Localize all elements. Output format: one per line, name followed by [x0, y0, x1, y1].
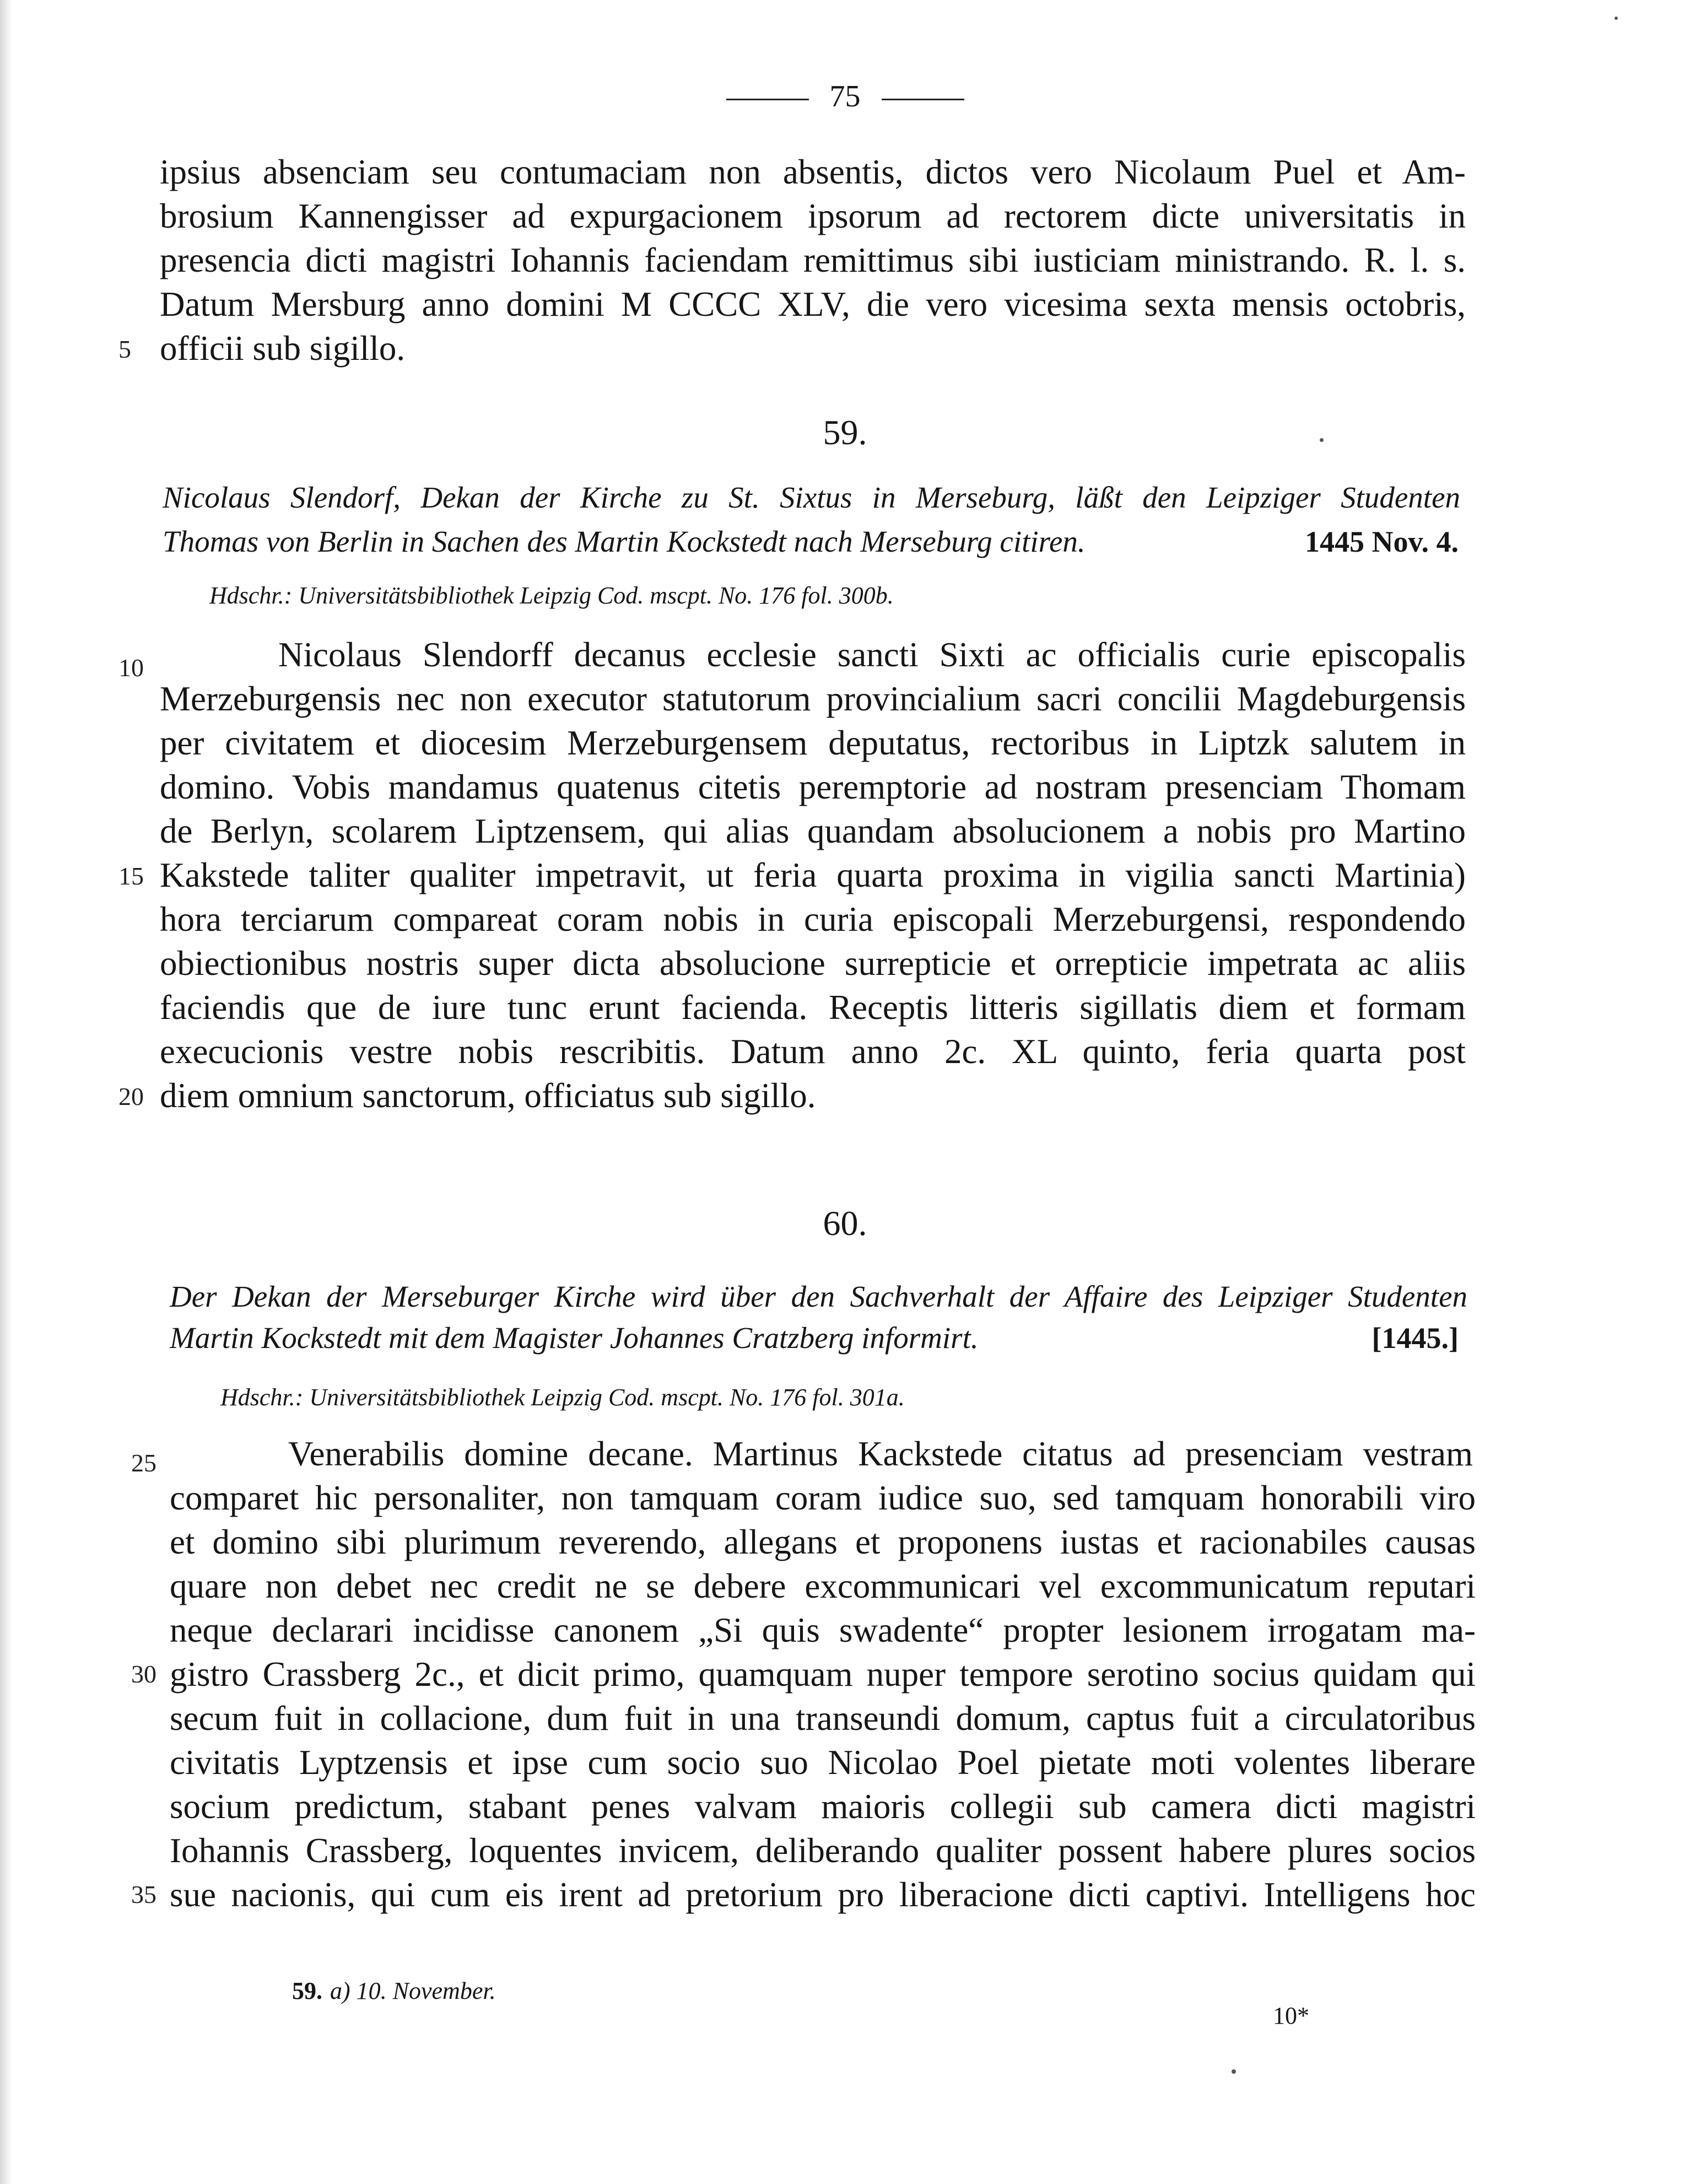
text-line: civitatis Lyptzensis et ipse cum socio suo Nicolao Poel pietate moti volentes liberare — [170, 1743, 1476, 1782]
manuscript-source: Hdschr.: Universitätsbibliothek Leipzig Cod. mscpt. No. 176 fol. 301a. — [220, 1384, 905, 1411]
text-line: Merzeburgensis nec non executor statutorum provincialium sacri concilii Magdeburgensis — [160, 680, 1466, 718]
text-line: Datum Mersburg anno domini M CCCC XLV, die vero vicesima sexta mensis octobris, — [160, 285, 1466, 323]
text-line: domino. Vobis mandamus quatenus citetis peremptorie ad nostram presenciam Thomam — [160, 768, 1466, 806]
document-date: [1445.] — [1372, 1322, 1459, 1355]
text-line: sue nacionis, qui cum eis irent ad pretorium pro liberacione dicti captivi. Intelligens hoc — [170, 1875, 1476, 1914]
header-rule-left — [726, 99, 809, 100]
text-line: secum fuit in collacione, dum fuit in una transeundi domum, captus fuit a circulatoribus — [170, 1699, 1476, 1738]
document-summary-line: Der Dekan der Merseburger Kirche wird über den Sachverhalt der Affaire des Leipziger Studenten — [170, 1280, 1467, 1313]
text-line: comparet hic personaliter, non tamquam coram iudice suo, sed tamquam honorabili viro — [170, 1479, 1476, 1517]
scan-edge-shadow — [0, 0, 12, 2184]
text-line: presencia dicti magistri Iohannis faciendam remittimus sibi iusticiam ministrando. R. l. s. — [160, 241, 1466, 279]
text-line: Iohannis Crassberg, loquentes invicem, deliberando qualiter possent habere plures socios — [170, 1831, 1476, 1870]
scan-speck — [1320, 438, 1324, 442]
text-line: gistro Crassberg 2c., et dicit primo, quamquam nuper tempore serotino socius quidam qui — [170, 1655, 1476, 1694]
scan-speck — [1232, 2069, 1236, 2074]
line-number: 10 — [118, 654, 144, 682]
footnote — [292, 1976, 496, 2007]
text-line: socium predictum, stabant penes valvam maioris collegii sub camera dicti magistri — [170, 1787, 1476, 1826]
scan-speck — [1615, 17, 1618, 20]
text-line: faciendis que de iure tunc erunt facienda. Receptis litteris sigillatis diem et formam — [160, 988, 1466, 1027]
text-line: ipsius absenciam seu contumaciam non absentis, dictos vero Nicolaum Puel et Am- — [160, 153, 1466, 191]
header-rule-right — [882, 99, 964, 100]
line-number: 30 — [131, 1660, 156, 1688]
document-number: 60. — [823, 1204, 867, 1243]
text-line: et domino sibi plurimum reverendo, allegans et proponens iustas et racionabiles causas — [170, 1523, 1476, 1561]
text-line: Kakstede taliter qualiter impetravit, ut feria quarta proxima in vigilia sancti Martinia) — [160, 856, 1466, 894]
text-line: neque declarari incidisse canonem „Si quis swadente“ propter lesionem irrogatam ma- — [170, 1611, 1476, 1649]
text-line: Nicolaus Slendorff decanus ecclesie sancti Sixti ac officialis curie episcopalis — [278, 635, 1466, 674]
document-summary-line: Martin Kockstedt mit dem Magister Johannes Cratzberg informirt. — [170, 1321, 979, 1355]
printer-signature: 10* — [1273, 2002, 1309, 2029]
text-line: execucionis vestre nobis rescribitis. Datum anno 2c. XL quinto, feria quarta post — [160, 1032, 1466, 1071]
text-line: officii sub sigillo. — [160, 329, 406, 368]
footnote-text: a) 10. November. — [330, 1977, 496, 2004]
page-number: 75 — [829, 79, 861, 114]
line-number: 35 — [131, 1880, 156, 1908]
line-number: 25 — [131, 1449, 156, 1477]
line-number: 5 — [118, 335, 131, 363]
text-line: hora terciarum compareat coram nobis in curia episcopali Merzeburgensi, respondendo — [160, 900, 1466, 939]
document-summary-line: Nicolaus Slendorf, Dekan der Kirche zu St. Sixtus in Merseburg, läßt den Leipziger Studenten — [163, 481, 1460, 514]
text-line: per civitatem et diocesim Merzeburgensem deputatus, rectoribus in Liptzk salutem in — [160, 724, 1466, 762]
manuscript-source: Hdschr.: Universitätsbibliothek Leipzig Cod. mscpt. No. 176 fol. 300b. — [209, 582, 894, 609]
text-line: de Berlyn, scolarem Liptzensem, qui alias quandam absolucionem a nobis pro Martino — [160, 812, 1466, 850]
text-line: brosium Kannengisser ad expurgacionem ipsorum ad rectorem dicte universitatis in — [160, 197, 1466, 235]
line-number: 20 — [118, 1082, 144, 1110]
text-line: diem omnium sanctorum, officiatus sub sigillo. — [160, 1076, 816, 1115]
text-line: Venerabilis domine decane. Martinus Kackstede citatus ad presenciam vestram — [288, 1435, 1473, 1473]
document-number: 59. — [823, 413, 867, 452]
text-line: obiectionibus nostris super dicta absolucione surrepticie et orrepticie impetrata ac aliis — [160, 944, 1466, 983]
document-date: 1445 Nov. 4. — [1304, 525, 1459, 558]
text-line: quare non debet nec credit ne se debere excommunicari vel excommunicatum reputari — [170, 1567, 1476, 1605]
document-summary-line: Thomas von Berlin in Sachen des Martin Kockstedt nach Merseburg citiren. — [163, 525, 1086, 558]
footnote-reference: 59. — [292, 1977, 322, 2004]
running-header — [0, 80, 1690, 113]
line-number: 15 — [118, 862, 144, 890]
